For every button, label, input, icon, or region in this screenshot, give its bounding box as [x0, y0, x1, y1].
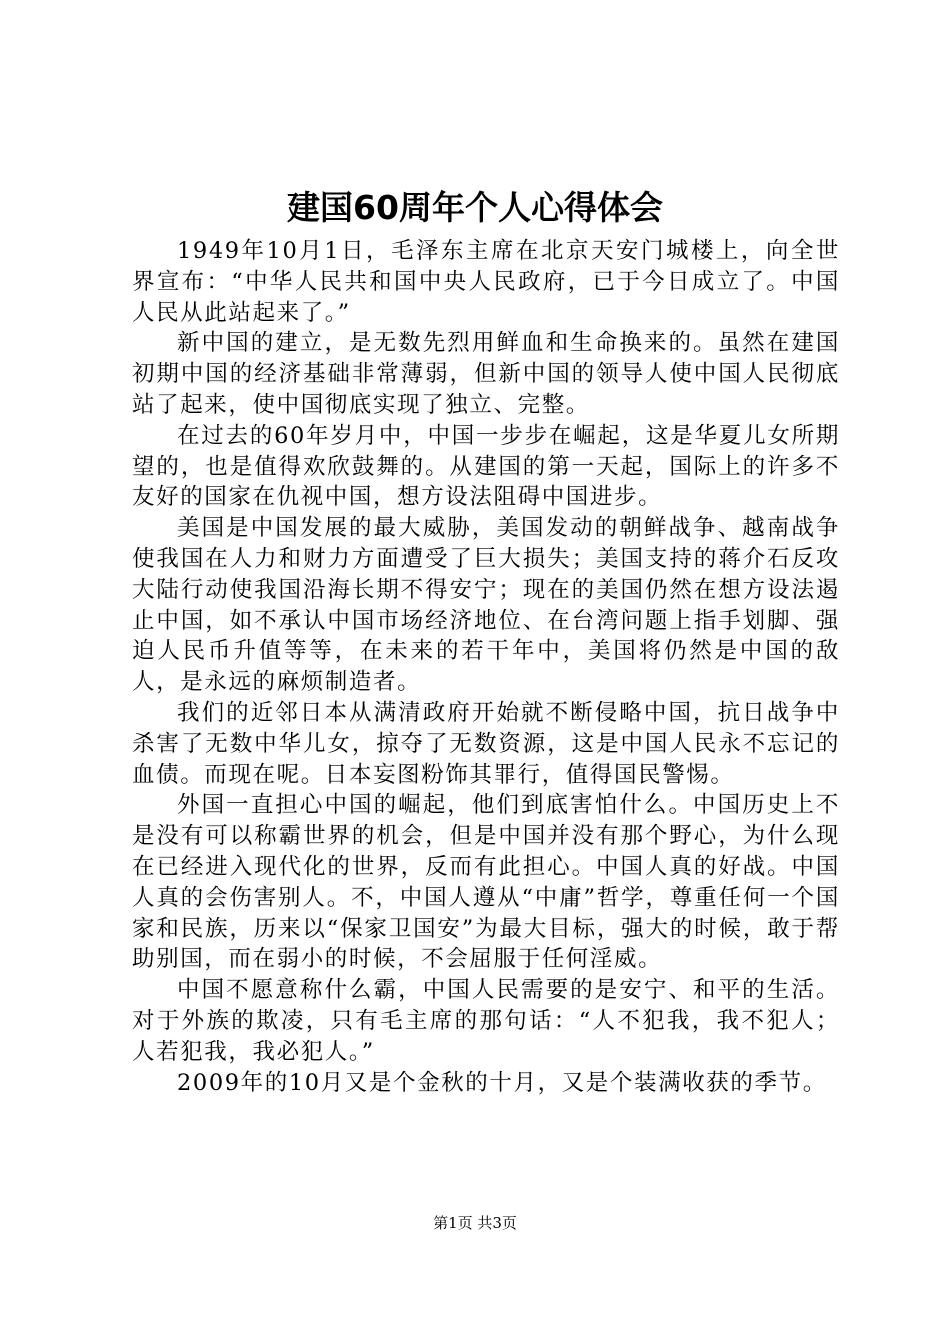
paragraph: 我们的近邻日本从满清政府开始就不断侵略中国，抗日战争中杀害了无数中华儿女，掠夺了无数资源，这是中国人民永不忘记的血债。而现在呢。日本妄图粉饰其罪行，值得国民警惕。	[132, 699, 840, 788]
page-footer: 第1页 共3页	[433, 1214, 517, 1232]
paragraph: 美国是中国发展的最大威胁，美国发动的朝鲜战争、越南战争使我国在人力和财力方面遭受了巨大损失；美国支持的蒋介石反攻大陆行动使我国沿海长期不得安宁；现在的美国仍然在想方设法遏止中国，如不承认中国市场经济地位、在台湾问题上指手划脚、强迫人民币升值等等，在未来的若干年中，美国将仍然是中国的敌人，是永远的麻烦制造者。	[132, 515, 840, 696]
paragraph: 中国不愿意称什么霸，中国人民需要的是安宁、和平的生活。对于外族的欺凌，只有毛主席的那句话：“人不犯我，我不犯人；人若犯我，我必犯人。”	[132, 977, 840, 1065]
paragraph: 外国一直担心中国的崛起，他们到底害怕什么。中国历史上不是没有可以称霸世界的机会，但是中国并没有那个野心，为什么现在已经进入现代化的世界，反而有此担心。中国人真的好战。中国人真的会伤害别人。不，中国人遵从“中庸”哲学，尊重任何一个国家和民族，历来以“保家卫国安”为最大目标，强大的时候，敢于帮助别国，而在弱小的时候，不会屈服于任何淫威。	[132, 792, 840, 973]
document-title: 建国60周年个人心得体会	[287, 188, 663, 227]
document-body	[132, 236, 840, 1098]
paragraph: 2009年的10月又是个金秋的十月，又是个装满收获的季节。	[177, 1069, 827, 1096]
paragraph: 1949年10月1日，毛泽东主席在北京天安门城楼上，向全世界宣布：“中华人民共和国中央人民政府，已于今日成立了。中国人民从此站起来了。”	[132, 238, 840, 326]
paragraph: 在过去的60年岁月中，中国一步步在崛起，这是华夏儿女所期望的，也是值得欢欣鼓舞的。从建国的第一天起，国际上的许多不友好的国家在仇视中国，想方设法阻碍中国进步。	[132, 422, 840, 511]
paragraph: 新中国的建立，是无数先烈用鲜血和生命换来的。虽然在建国初期中国的经济基础非常薄弱，但新中国的领导人使中国人民彻底站了起来，使中国彻底实现了独立、完整。	[132, 330, 840, 418]
